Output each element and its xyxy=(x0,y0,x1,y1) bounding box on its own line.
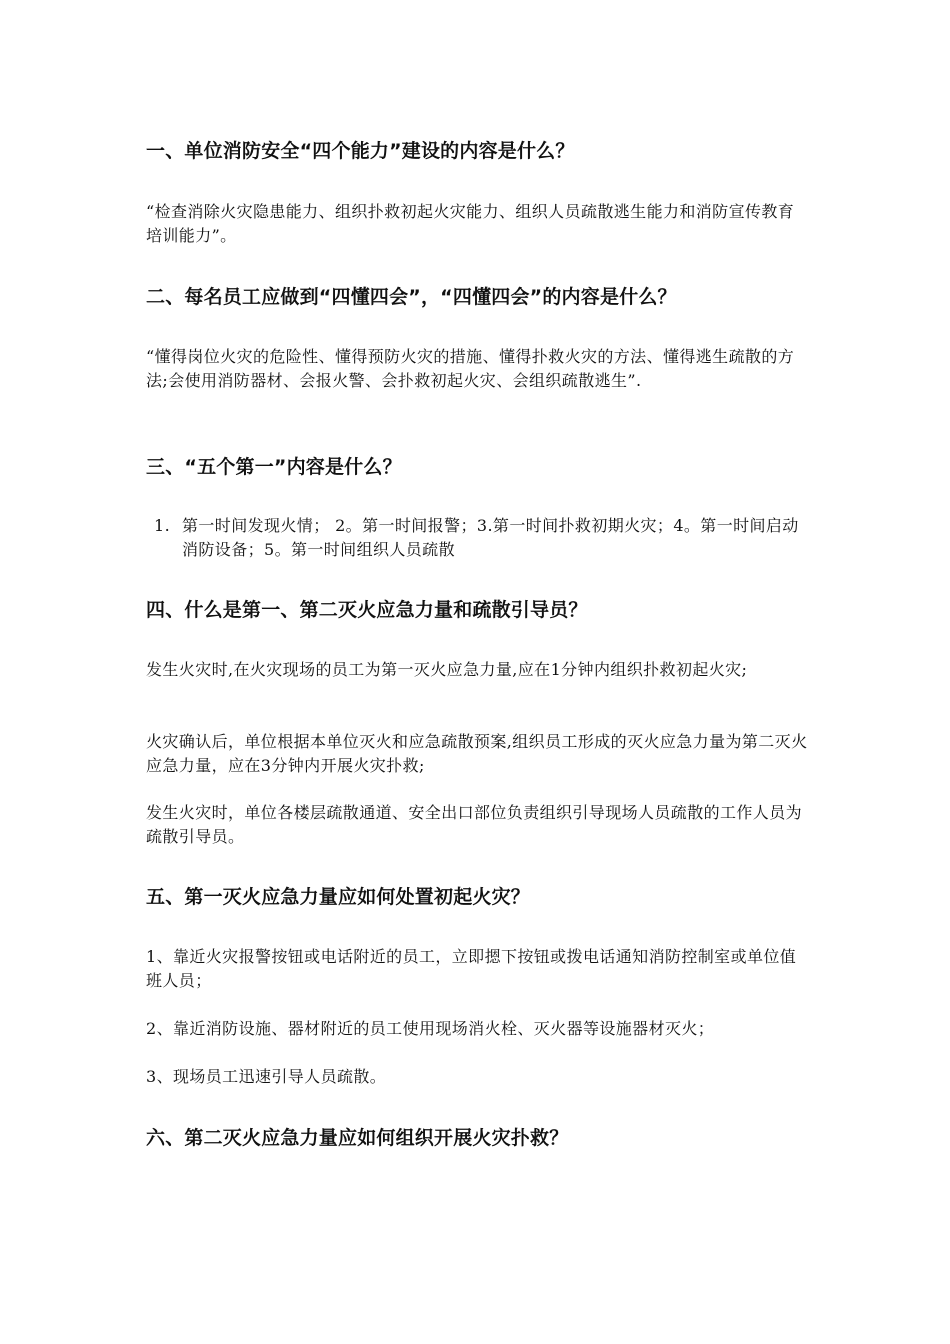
question-4-paragraph-1: 发生火灾时,在火灾现场的员工为第一灭火应急力量,应在1分钟内组织扑救初起火灾; xyxy=(146,660,748,679)
question-4-paragraph-2: 火灾确认后，单位根据本单位灭火和应急疏散预案,组织员工形成的灭火应急力量为第二灭火应急力量，应在3分钟内开展火灾扑救; xyxy=(146,732,808,775)
question-3-heading: 三、“五个第一”内容是什么？ xyxy=(146,456,402,478)
question-4-heading: 四、什么是第一、第二灭火应急力量和疏散引导员？ xyxy=(146,599,588,621)
question-5-paragraph-1: 1、靠近火灾报警按钮或电话附近的员工，立即摁下按钮或拨电话通知消防控制室或单位值班人员； xyxy=(146,947,797,990)
question-1-answer: “检查消除火灾隐患能力、组织扑救初起火灾能力、组织人员疏散逃生能力和消防宣传教育培训能力”。 xyxy=(146,202,795,245)
question-2-heading: 二、每名员工应做到“四懂四会”，“四懂四会”的内容是什么？ xyxy=(146,286,677,308)
question-1-heading: 一、单位消防安全“四个能力”建设的内容是什么？ xyxy=(146,140,575,162)
question-4-paragraph-3: 发生火灾时，单位各楼层疏散通道、安全出口部位负责组织引导现场人员疏散的工作人员为疏散引导员。 xyxy=(146,803,803,846)
question-5-paragraph-2: 2、靠近消防设施、器材附近的员工使用现场消火栓、灭火器等设施器材灭火； xyxy=(146,1019,715,1038)
question-3-list-item xyxy=(154,514,810,562)
question-5-paragraph-3: 3、现场员工迅速引导人员疏散。 xyxy=(146,1067,387,1086)
question-6-heading: 六、第二灭火应急力量应如何组织开展火灾扑救？ xyxy=(146,1127,569,1149)
question-3-answer: 第一时间发现火情； 2。第一时间报警；3.第一时间扑救初期火灾；4。第一时间启动消防设备；5。第一时间组织人员疏散 xyxy=(182,516,799,559)
question-5-heading: 五、第一灭火应急力量应如何处置初起火灾？ xyxy=(146,886,531,908)
list-number: 1. xyxy=(154,516,171,535)
question-2-answer: “懂得岗位火灾的危险性、懂得预防火灾的措施、懂得扑救火灾的方法、懂得逃生疏散的方法;会使用消防器材、会报火警、会扑救初起火灾、会组织疏散逃生”. xyxy=(146,347,795,390)
